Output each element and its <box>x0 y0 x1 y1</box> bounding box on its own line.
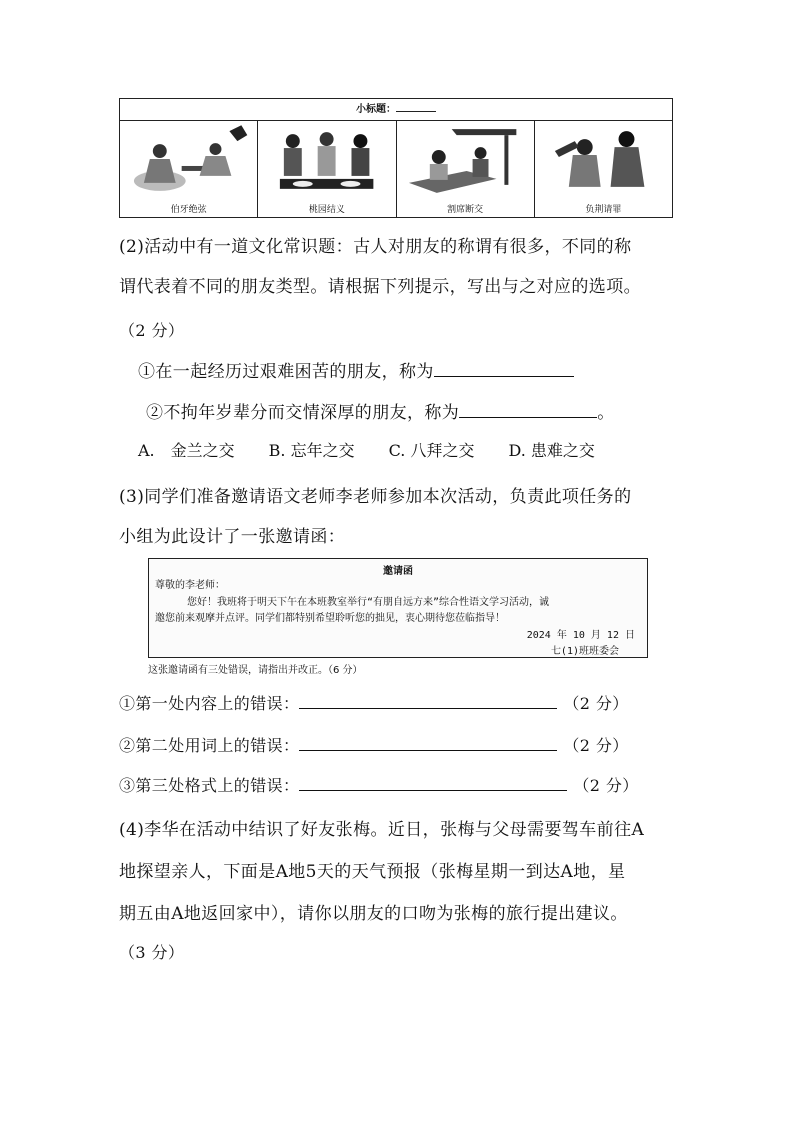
panel-taoyuan <box>258 121 396 218</box>
invitation-note: 这张邀请函有三处错误，请指出并改正。（6 分） <box>148 665 363 676</box>
q3-error3-blank[interactable] <box>299 772 567 791</box>
q4-score: （3 分） <box>119 943 185 962</box>
q2-line1: (2)活动中有一道文化常识题：古人对朋友的称谓有很多，不同的称 <box>119 237 632 257</box>
q2-item1 <box>138 357 574 382</box>
q2-answer2-blank[interactable] <box>459 399 597 418</box>
q2-item2-end: 。 <box>597 403 615 423</box>
invitation-card <box>148 558 648 658</box>
q2-item2-text: ②不拘年岁辈分而交情深厚的朋友，称为 <box>146 403 460 423</box>
q3-error2-label: ②第二处用词上的错误： <box>119 736 300 755</box>
q2-answer1-blank[interactable] <box>434 358 574 377</box>
q3-line2: 小组为此设计了一张邀请函： <box>119 527 346 547</box>
q3-error3-label: ③第三处格式上的错误： <box>119 776 300 795</box>
fujing-illustration <box>535 121 672 201</box>
option-a: A. 金兰之交 <box>138 441 235 460</box>
q3-error2-blank[interactable] <box>299 732 557 751</box>
invitation-body-line1: 您好！我班将于明天下午在本班教室举行“有朋自远方来”综合性语文学习活动，诚 <box>187 597 550 608</box>
q2-item1-text: ①在一起经历过艰难困苦的朋友，称为 <box>138 362 434 382</box>
q4-line3: 期五由A地返回家中），请你以朋友的口吻为张梅的旅行提出建议。 <box>119 904 628 924</box>
q3-error3-score: （2 分） <box>573 776 639 795</box>
panel-gexi <box>397 121 535 218</box>
panel-caption: 桃园结义 <box>308 205 345 215</box>
q2-item2 <box>146 398 615 423</box>
q2-score: （2 分） <box>119 321 185 340</box>
invitation-body-line2: 邀您前来观摩并点评。同学们都特别希望聆听您的拙见，衷心期待您莅临指导！ <box>155 613 505 624</box>
gexi-illustration <box>397 121 534 201</box>
q3-error1-blank[interactable] <box>299 690 557 709</box>
panel-fujing <box>535 121 672 218</box>
invitation-date: 2024 年 10 月 12 日 <box>526 630 635 641</box>
strip-title-label: 小标题： <box>356 104 396 115</box>
q2-options <box>138 438 595 461</box>
strip-title-blank[interactable] <box>396 101 436 112</box>
q3-error2-score: （2 分） <box>563 736 629 755</box>
option-c: C. 八拜之交 <box>388 441 475 460</box>
taoyuan-illustration <box>258 121 395 201</box>
panel-caption: 割席断交 <box>447 205 484 215</box>
q3-error3 <box>119 772 639 796</box>
option-b: B. 忘年之交 <box>268 441 355 460</box>
strip-title <box>120 99 672 121</box>
invitation-title: 邀请函 <box>383 566 413 577</box>
panel-boya <box>120 121 258 218</box>
invitation-greeting: 尊敬的李老师： <box>155 580 225 591</box>
option-d: D. 患难之交 <box>508 441 595 460</box>
q3-error1-label: ①第一处内容上的错误： <box>119 694 300 713</box>
boya-illustration <box>120 121 257 201</box>
q3-line1: (3)同学们准备邀请语文老师李老师参加本次活动，负责此项任务的 <box>119 487 632 507</box>
picture-strip <box>119 98 673 218</box>
q3-error1 <box>119 690 629 714</box>
q4-line2: 地探望亲人，下面是A地5天的天气预报（张梅星期一到达A地，星 <box>119 862 626 882</box>
invitation-signature: 七(1)班班委会 <box>550 646 619 657</box>
panel-caption: 负荆请罪 <box>585 205 622 215</box>
q3-error1-score: （2 分） <box>563 694 629 713</box>
q3-error2 <box>119 732 629 756</box>
q4-line1: (4)李华在活动中结识了好友张梅。近日，张梅与父母需要驾车前往A <box>119 820 645 840</box>
q2-line2: 谓代表着不同的朋友类型。请根据下列提示，写出与之对应的选项。 <box>119 277 641 297</box>
panel-caption: 伯牙绝弦 <box>170 205 207 215</box>
